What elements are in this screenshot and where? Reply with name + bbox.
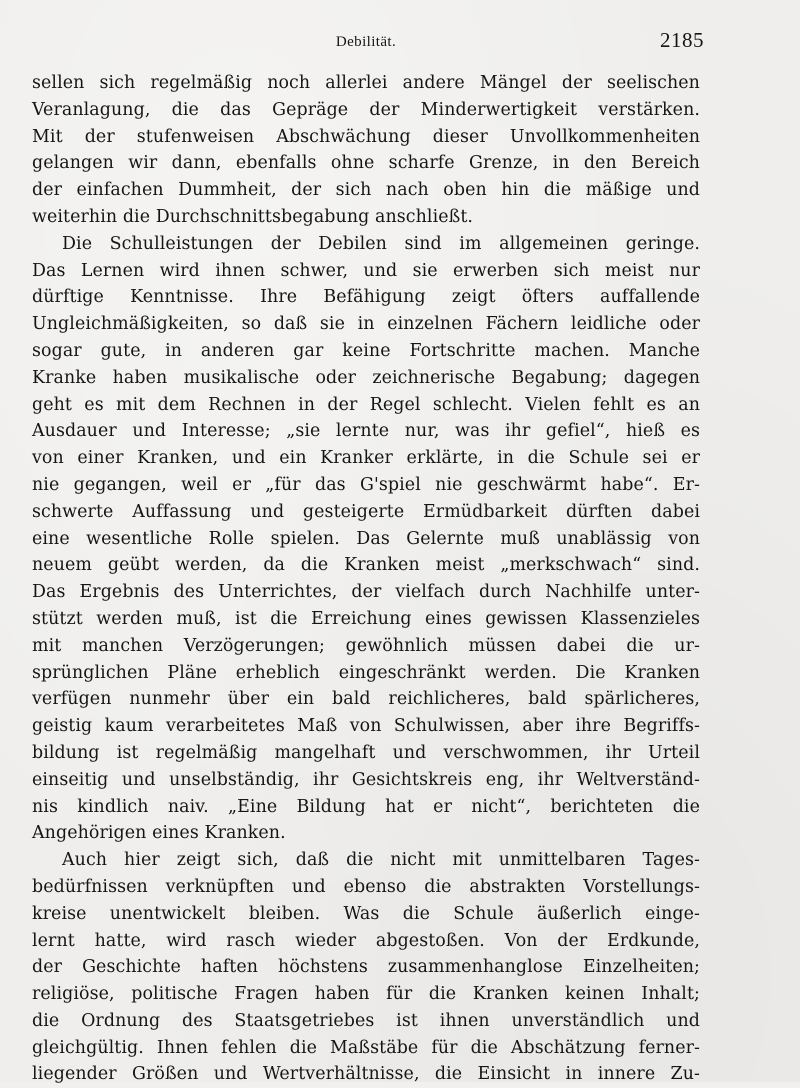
paragraph-start-line: Auch hier zeigt sich, daß die nicht mit unmittelbaren Tages- (62, 850, 700, 871)
text-line: nie gegangen, weil er „für das G'spiel nie geschwärmt habe“. Er- (32, 474, 700, 495)
body-text (32, 70, 700, 1088)
paragraph-start-line: Die Schulleistungen der Debilen sind im allgemeinen geringe. (62, 233, 700, 254)
text-line: stützt werden muß, ist die Erreichung eines gewissen Klassenzieles (32, 608, 700, 629)
text-line: nis kindlich naiv. „Eine Bildung hat er nicht“, berichteten die (32, 796, 700, 817)
text-line: die Ordnung des Staatsgetriebes ist ihnen unverständlich und (32, 1010, 700, 1031)
text-line: gelangen wir dann, ebenfalls ohne scharfe Grenze, in den Bereich (32, 153, 700, 174)
text-line: verfügen nunmehr über ein bald reichlicheres, bald spärlicheres, (32, 689, 700, 710)
text-line: Ausdauer und Interesse; „sie lernte nur, was ihr gefiel“, hieß es (32, 421, 700, 442)
text-line: Veranlagung, die das Gepräge der Minderwertigkeit verstärken. (32, 99, 700, 120)
text-line: Das Lernen wird ihnen schwer, und sie erwerben sich meist nur (32, 260, 700, 281)
text-line: einseitig und unselbständig, ihr Gesichtskreis eng, ihr Weltverständ- (32, 769, 700, 790)
text-line: der einfachen Dummheit, der sich nach oben hin die mäßige und (32, 180, 700, 201)
text-line: Kranke haben musikalische oder zeichnerische Begabung; dagegen (32, 367, 700, 388)
page-header (32, 28, 704, 58)
text-line: lernt hatte, wird rasch wieder abgestoßen. Von der Erdkunde, (32, 930, 700, 951)
text-line: Angehörigen eines Kranken. (32, 823, 286, 844)
text-line: eine wesentliche Rolle spielen. Das Gelernte muß unablässig von (32, 528, 700, 549)
text-line: religiöse, politische Fragen haben für die Kranken keinen Inhalt; (32, 984, 700, 1005)
text-line: bildung ist regelmäßig mangelhaft und verschwommen, ihr Urteil (32, 742, 700, 763)
text-line: sogar gute, in anderen gar keine Fortschritte machen. Manche (32, 340, 700, 361)
text-line: kreise unentwickelt bleiben. Was die Schule äußerlich einge- (32, 903, 700, 924)
running-title: Debilität. (335, 34, 397, 50)
text-line: Mit der stufenweisen Abschwächung dieser Unvollkommenheiten (32, 126, 700, 147)
text-line: bedürfnissen verknüpften und ebenso die abstrakten Vorstellungs- (32, 876, 700, 897)
text-line: mit manchen Verzögerungen; gewöhnlich müssen dabei die ur- (32, 635, 700, 656)
text-line: Das Ergebnis des Unterrichtes, der vielfach durch Nachhilfe unter- (32, 582, 700, 603)
text-line: sellen sich regelmäßig noch allerlei andere Mängel der seelischen (32, 73, 700, 93)
page-number: 2185 (660, 28, 704, 52)
text-line: von einer Kranken, und ein Kranker erklärte, in die Schule sei er (32, 448, 700, 469)
text-line: weiterhin die Durchschnittsbegabung anschließt. (32, 206, 474, 227)
text-line: liegender Größen und Wertverhältnisse, die Einsicht in innere Zu- (32, 1064, 700, 1085)
text-line: geht es mit dem Rechnen in der Regel schlecht. Vielen fehlt es an (32, 394, 700, 415)
text-line: Ungleichmäßigkeiten, so daß sie in einzelnen Fächern leidliche oder (32, 314, 700, 335)
text-line: dürftige Kenntnisse. Ihre Befähigung zeigt öfters auffallende (32, 287, 700, 308)
text-line: neuem geübt werden, da die Kranken meist „merkschwach“ sind. (32, 555, 700, 576)
text-line: der Geschichte haften höchstens zusammenhanglose Einzelheiten; (32, 957, 700, 978)
text-line: schwerte Auffassung und gesteigerte Ermüdbarkeit dürften dabei (32, 501, 700, 522)
text-line: gleichgültig. Ihnen fehlen die Maßstäbe für die Abschätzung ferner- (32, 1037, 700, 1058)
text-line: sprünglichen Pläne erheblich eingeschränkt werden. Die Kranken (32, 662, 700, 683)
text-line: geistig kaum verarbeitetes Maß von Schulwissen, aber ihre Begriffs- (32, 716, 700, 737)
